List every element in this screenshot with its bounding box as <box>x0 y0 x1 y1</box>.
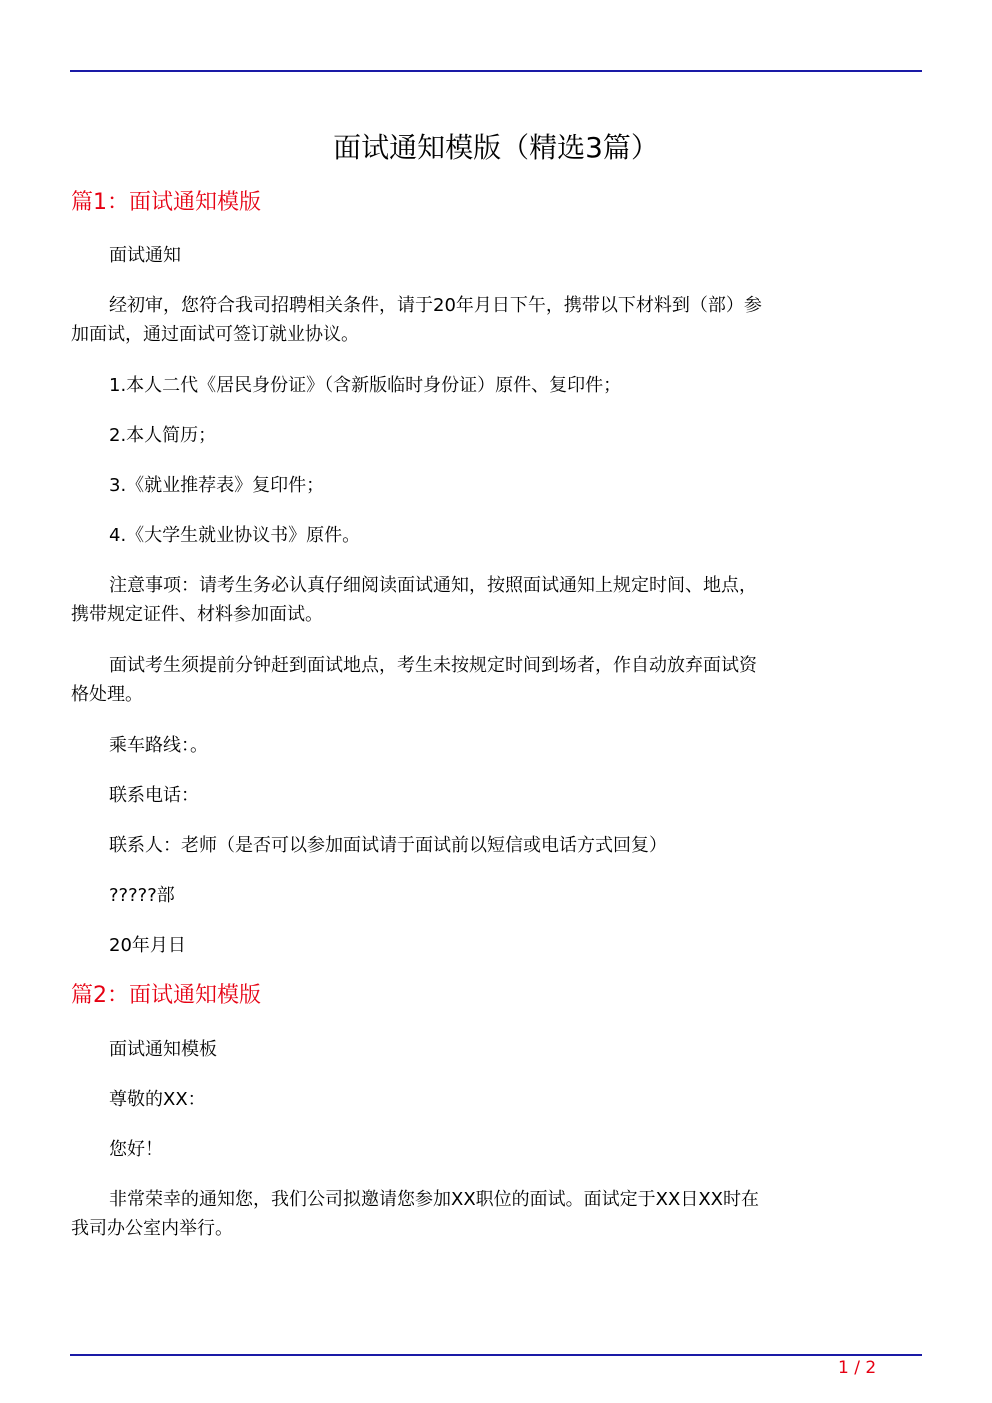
section-1-paragraph: 经初审，您符合我司招聘相关条件，请于20年月日下午，携带以下材料到（部）参加面试，通过面试可签订就业协议。 <box>71 295 762 345</box>
section-1-paragraph: 面试考生须提前分钟赶到面试地点，考生未按规定时间到场者，作自动放弃面试资格处理。 <box>71 655 757 705</box>
header-rule <box>70 70 922 72</box>
section-1-paragraph: 注意事项：请考生务必认真仔细阅读面试通知，按照面试通知上规定时间、地点，携带规定证件、材料参加面试。 <box>71 575 757 625</box>
section-1-paragraph: ?????部 <box>109 885 175 906</box>
section-1-list-item: 3.《就业推荐表》复印件； <box>109 475 325 496</box>
section-1-paragraph: 联系人：老师（是否可以参加面试请于面试前以短信或电话方式回复） <box>109 835 667 856</box>
document-title: 面试通知模版（精选3篇） <box>333 131 659 164</box>
section-2-paragraph: 您好！ <box>109 1139 163 1160</box>
section-1-paragraph: 联系电话： <box>109 785 199 806</box>
page-number: 1 / 2 <box>838 1358 877 1378</box>
section-1-paragraph: 面试通知 <box>109 245 181 266</box>
section-1-paragraph: 乘车路线：。 <box>109 735 208 756</box>
section-1-paragraph: 20年月日 <box>109 935 186 956</box>
section-2-heading: 篇2：面试通知模版 <box>71 983 261 1008</box>
section-1-heading: 篇1：面试通知模版 <box>71 190 261 215</box>
section-2-paragraph: 面试通知模板 <box>109 1039 217 1060</box>
section-1-list-item: 2.本人简历； <box>109 425 217 446</box>
section-2-paragraph: 尊敬的XX： <box>109 1089 206 1110</box>
section-1-list-item: 4.《大学生就业协议书》原件。 <box>109 525 361 546</box>
section-2-paragraph: 非常荣幸的通知您，我们公司拟邀请您参加XX职位的面试。面试定于XX日XX时在我司办公室内举行。 <box>71 1189 759 1239</box>
section-1-list-item: 1.本人二代《居民身份证》（含新版临时身份证）原件、复印件； <box>109 375 622 396</box>
footer-rule <box>70 1354 922 1356</box>
